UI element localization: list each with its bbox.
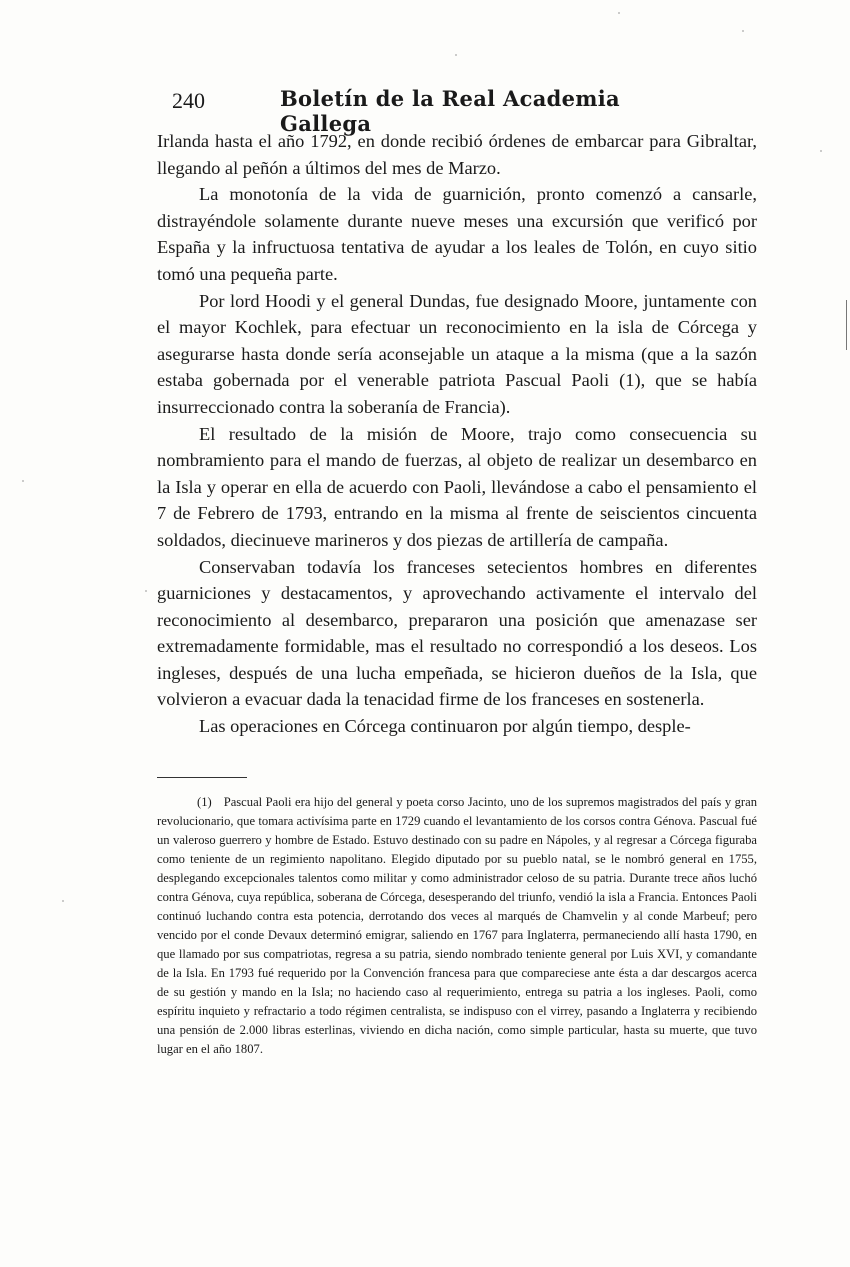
paragraph-1: Irlanda hasta el año 1792, en donde recibió órdenes de embarcar para Gibraltar, llegando al peñón a últimos del mes de Marzo. — [157, 131, 757, 178]
paragraph-6: Las operaciones en Córcega continuaron por algún tiempo, desple- — [199, 716, 691, 737]
running-title: Boletín de la Real Academia Gallega — [280, 86, 620, 136]
scan-speck — [618, 12, 620, 14]
paragraph-4: El resultado de la misión de Moore, trajo como consecuencia su nombramiento para el mando de fuerzas, al objeto de realizar un desembarco en la Isla y operar en ella de acuerdo con Paoli, llevándose a cabo el pensamiento el 7 de Febrero de 1793, entrando en la misma al frente de seiscientos cincuenta soldados, diecinueve marineros y dos piezas de artillería de campaña. — [157, 423, 757, 550]
footnote-divider — [157, 777, 247, 778]
paragraph-5: Conservaban todavía los franceses setecientos hombres en diferentes guarniciones y destacamentos, y aprovechando activamente el intervalo del reconocimiento al desembarco, prepararon una posición que amenazase ser extremadamente formidable, mas el resultado no correspondió a los deseos. Los ingleses, después de una lucha empeñada, se hicieron dueños de la Isla, que volvieron a evacuar dada la tenacidad firme de los franceses en sostenerla. — [157, 556, 757, 710]
paragraph-2: La monotonía de la vida de guarnición, pronto comenzó a cansarle, distrayéndole solamente durante nueve meses una excursión que verificó por España y la infructuosa tentativa de ayudar a los leales de Tolón, en cuyo sitio tomó una pequeña parte. — [157, 184, 757, 284]
paragraph-3: Por lord Hoodi y el general Dundas, fue designado Moore, juntamente con el mayor Kochlek, para efectuar un reconocimiento en la isla de Córcega y asegurarse hasta donde sería aconsejable un ataque a la misma (que a la sazón estaba gobernada por el venerable patriota Pascual Paoli (1), que se había insurreccionado contra la soberanía de Francia). — [157, 290, 757, 417]
scan-speck — [742, 30, 744, 32]
body-text — [157, 128, 757, 740]
footnote — [157, 793, 757, 1059]
scan-speck — [22, 480, 24, 482]
scan-speck — [455, 54, 457, 56]
footnote-marker: (1) — [197, 795, 212, 809]
page-header — [172, 86, 642, 136]
page-number: 240 — [172, 88, 205, 113]
scan-speck — [62, 900, 64, 902]
scan-margin-mark — [846, 300, 847, 350]
scan-speck — [145, 590, 147, 592]
footnote-text: Pascual Paoli era hijo del general y poeta corso Jacinto, uno de los supremos magistrados del país y gran revolucionario, que tomara activísima parte en 1729 cuando el levantamiento de los corsos contra Génova. Pascual fué un valeroso guerrero y hombre de Estado. Estuvo destinado con su padre en Nápoles, y al regresar a Córcega figuraba como teniente de un regimiento napolitano. Elegido diputado por su pueblo natal, se le nombró general en 1755, desplegando excepcionales talentos como militar y como administrador celoso de su patria. Durante trece años luchó contra Génova, cuya república, soberana de Córcega, desesperando del triunfo, vendió la isla a Francia. Entonces Paoli continuó luchando contra esta potencia, derrotando dos veces al marqués de Chamvelin y al conde Marbeuf; pero vencido por el conde Devaux determinó emigrar, saliendo en 1767 para Inglaterra, permaneciendo allí hasta 1790, en que llamado por sus compatriotas, regresa a su patria, siendo nombrado teniente general por Luis XVI, y comandante de la Isla. En 1793 fué requerido por la Convención francesa para que compareciese ante ésta a dar descargos acerca de su gestión y mando en la Isla; no haciendo caso al requerimiento, entrega su patria a los ingleses. Paoli, como espíritu inquieto y refractario a todo régimen centralista, se indispuso con el virrey, pasando a Inglaterra y recibiendo una pensión de 2.000 libras esterlinas, viviendo en dicha nación, como simple particular, hasta su muerte, que tuvo lugar en el año 1807. — [157, 795, 757, 1056]
scan-speck — [820, 150, 822, 152]
